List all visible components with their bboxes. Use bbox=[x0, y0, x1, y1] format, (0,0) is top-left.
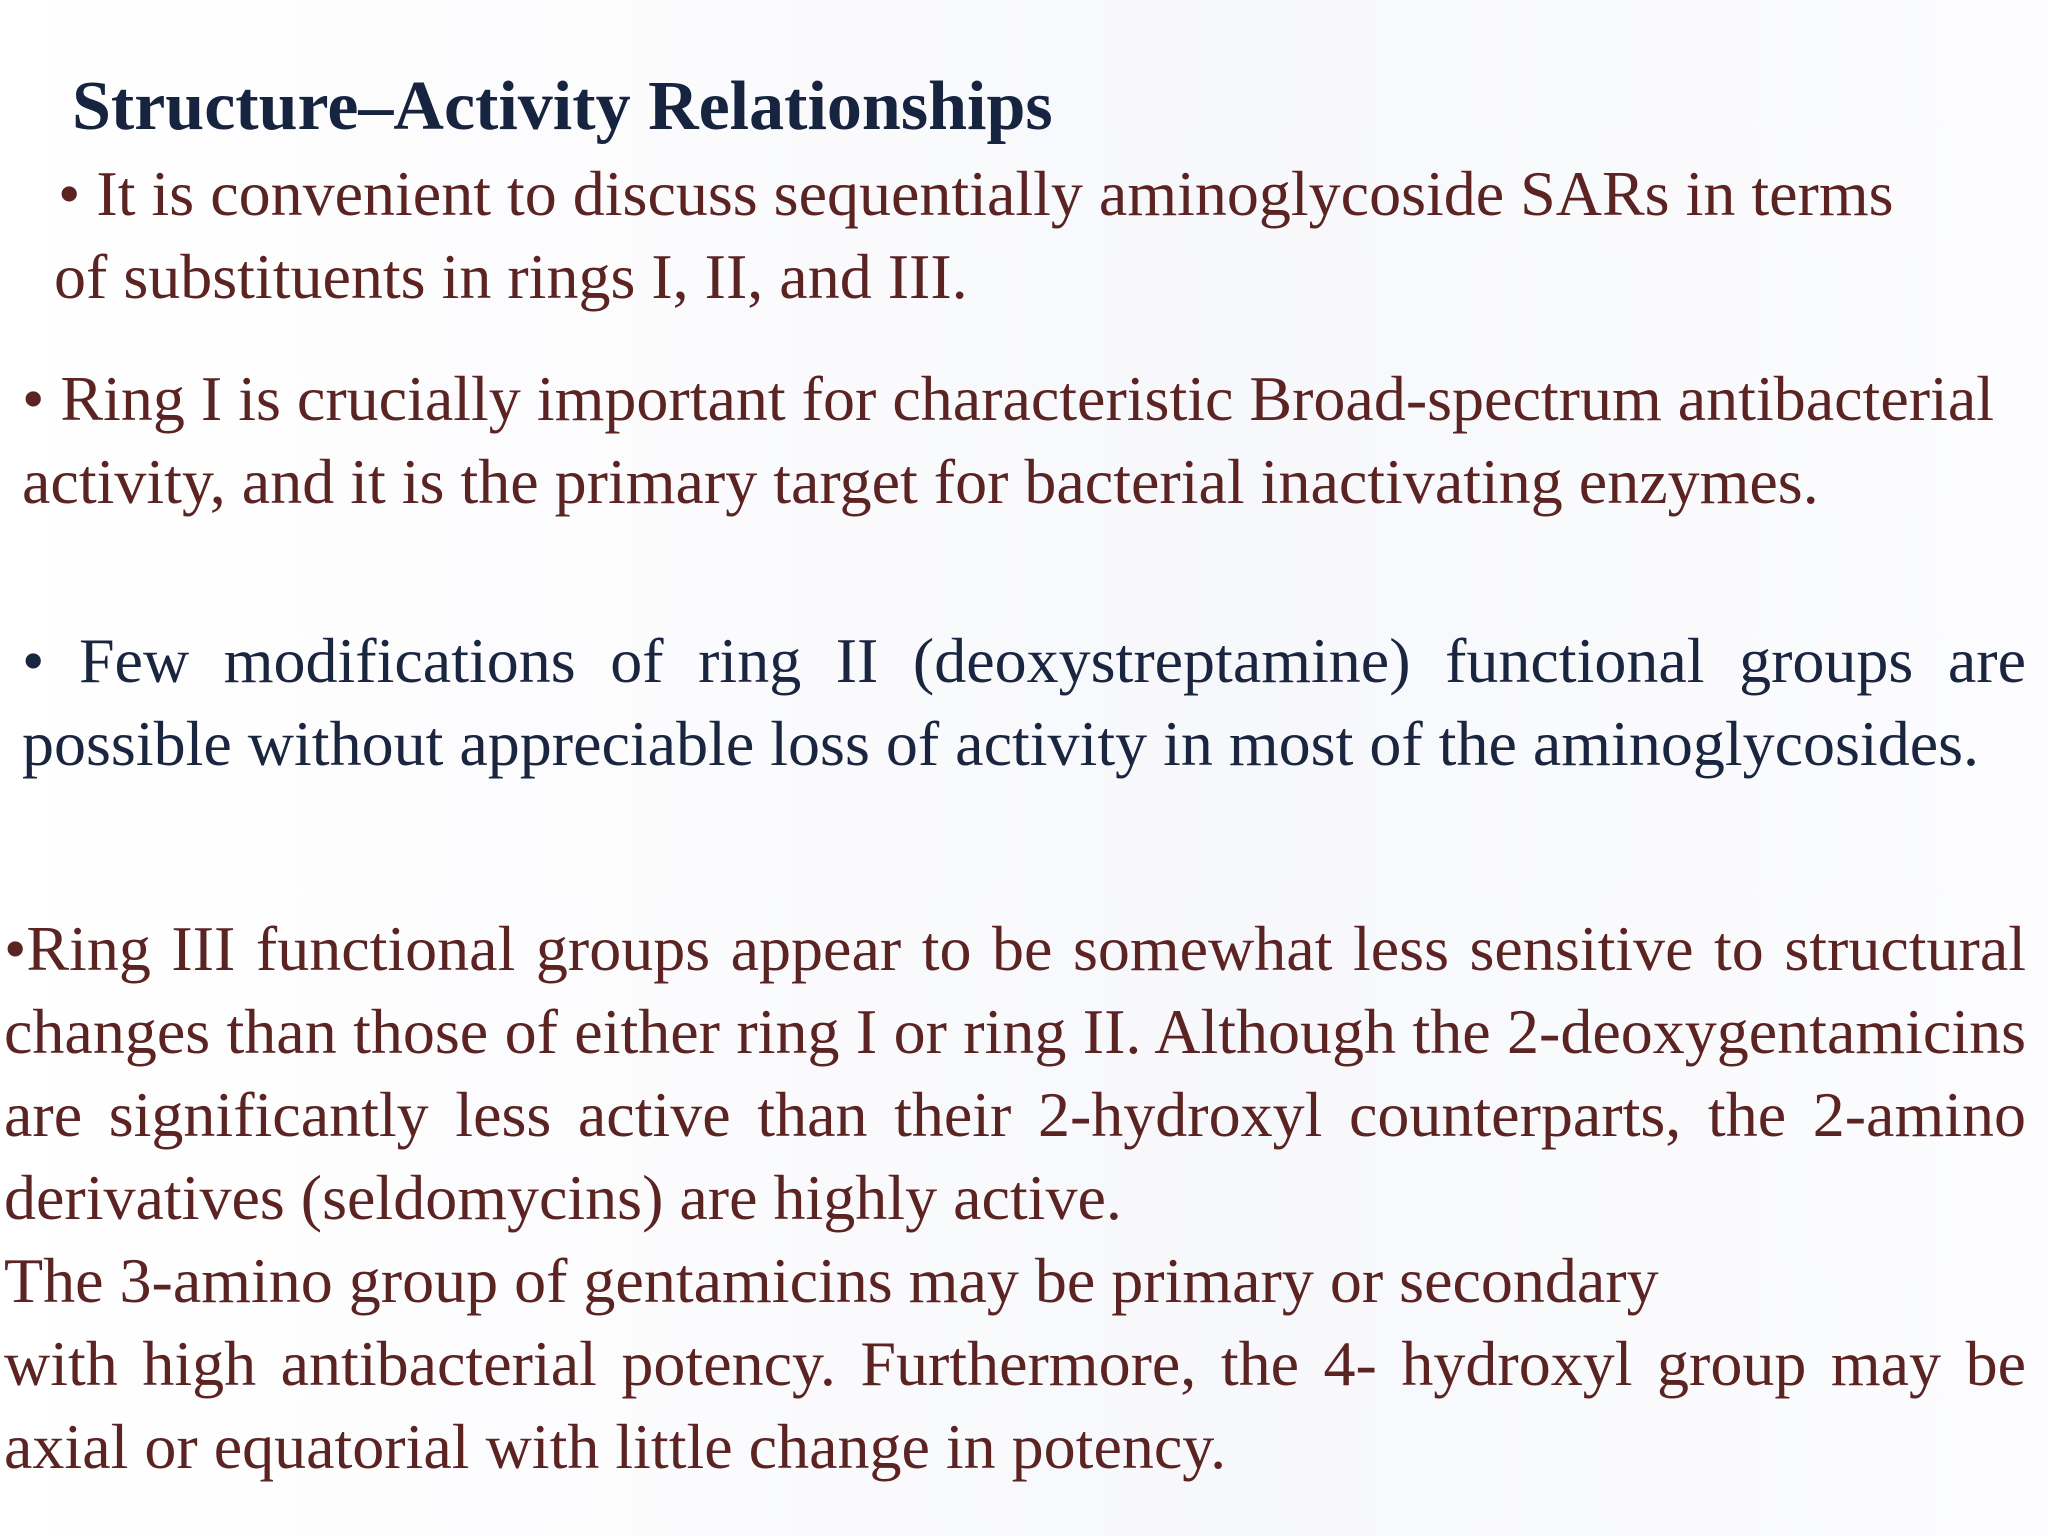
bullet-ring-one: • Ring I is crucially important for characteristic Broad-spectrum antibacterial activity, and it is the primary target for bacterial inactivating enzymes. bbox=[22, 363, 1994, 517]
bullet-ring-three-part-a: •Ring III functional groups appear to be somewhat less sensitive to structural changes than those of either ring I or ring II. Although the 2-deoxygentamicins are significantly less active than their 2-hydroxyl counterparts, the 2-amino derivatives (seldomycins) are highly active. bbox=[4, 913, 2026, 1233]
bullet-rings-overview-line-1: • It is convenient to discuss sequentially aminoglycoside SARs in terms bbox=[58, 158, 1894, 229]
slide-title: Structure–Activity Relationships bbox=[72, 68, 1053, 145]
bullet-rings-overview-line-2: of substituents in rings I, II, and III. bbox=[54, 241, 968, 312]
bullet-ring-two: • Few modifications of ring II (deoxystreptamine) functional groups are possible without appreciable loss of activity in most of the aminoglycosides. bbox=[22, 625, 2026, 779]
bullet-rings-overview bbox=[54, 152, 2024, 318]
bullet-ring-three-part-b: The 3-amino group of gentamicins may be primary or secondary bbox=[4, 1245, 1659, 1316]
bullet-ring-three bbox=[4, 907, 2026, 1488]
bullet-ring-three-part-c: with high antibacterial potency. Furthermore, the 4- hydroxyl group may be axial or equatorial with little change in potency. bbox=[4, 1328, 2026, 1482]
